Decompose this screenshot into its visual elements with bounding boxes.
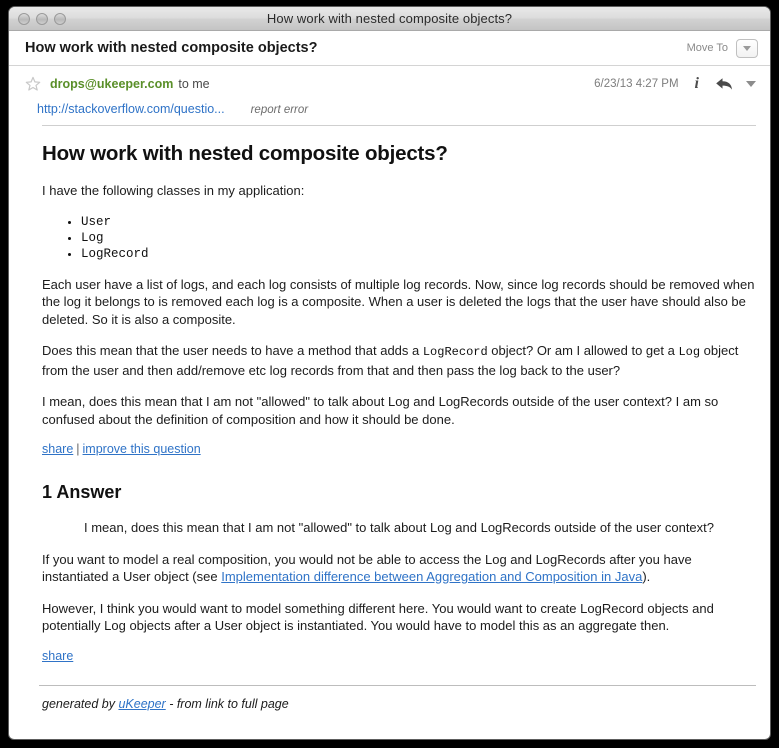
minimize-button-icon[interactable] (36, 13, 48, 25)
improve-question-link[interactable]: improve this question (82, 442, 201, 456)
close-button-icon[interactable] (18, 13, 30, 25)
reply-arrow-icon[interactable] (715, 77, 733, 91)
para3-text-c: object from the user and then add/remove etc log records from that and then pass the log back to the user? (42, 343, 739, 378)
list-item: • User (81, 214, 756, 230)
source-url-row (9, 100, 770, 125)
answer-paragraph-2: However, I think you would want to model something different here. You would want to create LogRecord objects and potentially Log objects after a User object is instantiated. You would have to model this as an aggregate then. (42, 600, 714, 633)
window-titlebar[interactable] (9, 7, 770, 31)
info-icon[interactable]: i (694, 75, 699, 92)
footer-suffix: - from link to full page (165, 696, 289, 711)
answer-p1-text-b: ). (642, 569, 651, 584)
zoom-button-icon[interactable] (54, 13, 66, 25)
para3-text-b: object? Or am I allowed to get a (487, 343, 679, 358)
body-divider (42, 125, 756, 126)
source-url-link[interactable]: http://stackoverflow.com/questio... (37, 102, 225, 116)
footer-prefix: generated by (42, 696, 119, 711)
page-title: How work with nested composite objects? (42, 142, 448, 165)
aggregation-composition-link[interactable]: Implementation difference between Aggregation and Composition in Java (221, 569, 643, 584)
answer-p1-text-a: If you want to model a real composition, you would not be able to access the Log and LogRecords after you have instantiated a User object (see (42, 551, 692, 584)
message-body (9, 125, 770, 663)
share-question-link[interactable]: share (42, 442, 74, 456)
move-to-dropdown-button[interactable] (736, 39, 758, 58)
more-actions-chevron-icon[interactable] (746, 81, 756, 87)
report-error-link[interactable]: report error (250, 104, 309, 116)
post-paragraph-2: Each user have a list of logs, and each log consists of multiple log records. Now, since log records should be removed when the log it belongs to is removed each log is a composite. When a user is deleted the logs that the user have should also be deleted. So it is also a composite. (42, 276, 755, 327)
traffic-lights (18, 13, 66, 25)
list-item: • LogRecord (81, 246, 756, 262)
footer-credit (42, 697, 756, 711)
sender-recipient: to me (178, 77, 210, 91)
answer-blockquote (39, 519, 756, 537)
ukeeper-link[interactable]: uKeeper (118, 696, 166, 711)
answer-actions (42, 649, 756, 663)
move-to-label: Move To (686, 42, 728, 54)
sender-email[interactable]: drops@ukeeper.com (50, 77, 174, 91)
inline-code-logrecord: LogRecord (422, 345, 488, 359)
star-icon[interactable] (25, 76, 41, 92)
chevron-down-icon (743, 46, 751, 51)
window-title: How work with nested composite objects? (266, 11, 513, 26)
mail-window (8, 6, 771, 740)
message-subject: How work with nested composite objects? (25, 40, 318, 56)
sender-row (9, 66, 770, 100)
link-separator: | (76, 442, 80, 456)
blockquote-text: I mean, does this mean that I am not "allowed" to talk about Log and LogRecords outside of the user context? (84, 520, 715, 535)
share-answer-link[interactable]: share (42, 648, 74, 663)
answer-paragraph-1 (42, 551, 756, 586)
subject-bar (9, 31, 770, 66)
answers-heading: 1 Answer (42, 482, 122, 502)
post-intro-paragraph: I have the following classes in my application: (42, 183, 305, 198)
class-list (39, 214, 756, 262)
post-paragraph-3 (42, 342, 756, 379)
para3-text-a: Does this mean that the user needs to have a method that adds a (42, 343, 423, 358)
list-item: • Log (81, 230, 756, 246)
inline-code-log: Log (678, 345, 701, 359)
message-footer (39, 685, 756, 711)
question-actions (42, 442, 756, 456)
message-timestamp: 6/23/13 4:27 PM (594, 78, 679, 90)
post-paragraph-4: I mean, does this mean that I am not "allowed" to talk about Log and LogRecords outside of the user context? I am so confused about the definition of composition and how it should be done. (42, 394, 719, 427)
